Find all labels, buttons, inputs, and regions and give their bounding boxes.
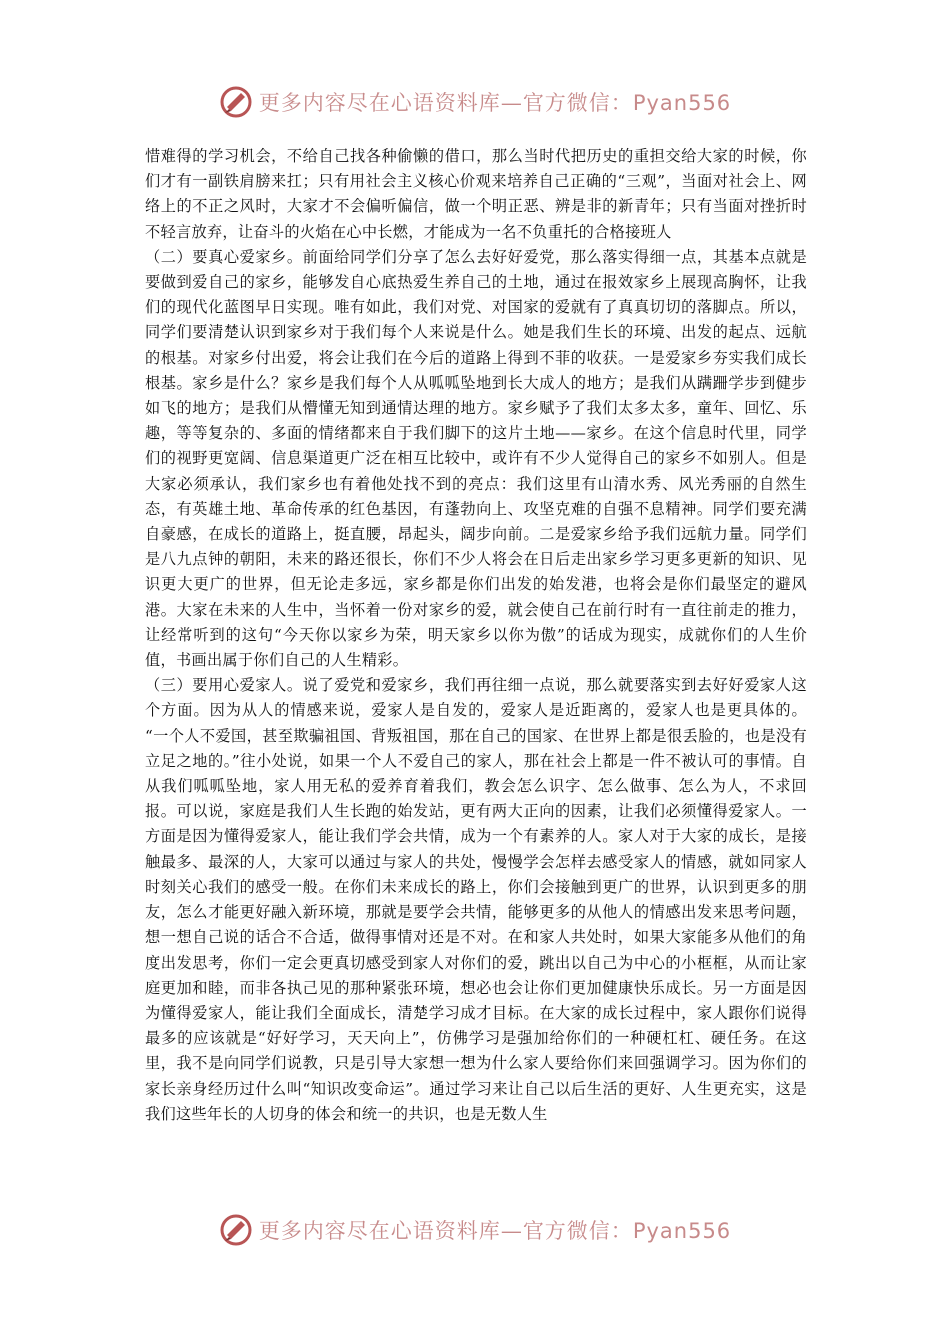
banner-wechat-id: Pyan556 [632, 1219, 732, 1243]
pen-book-logo-icon [219, 1213, 253, 1247]
banner-wechat-id: Pyan556 [632, 91, 732, 115]
banner-dash: — [500, 91, 523, 115]
header-banner [0, 82, 950, 122]
paragraph-continuation: 惜难得的学习机会，不给自己找各种偷懒的借口，那么当时代把历史的重担交给大家的时候，你们才有一副铁肩膀来扛；只有用社会主义核心价观来培养自己正确的“三观”，当面对社会上、网络上的不正之风时，大家才不会偏听偏信，做一个明正恶、辨是非的新青年；只有当面对挫折时不轻言放弃，让奋斗的火焰在心中长燃，才能成为一名不负重托的合格接班人 [145, 147, 807, 241]
banner-dash: — [500, 1219, 523, 1243]
document-body [145, 144, 807, 1127]
banner-wechat-label: 官方微信： [522, 1219, 633, 1243]
pen-book-logo-icon [219, 85, 253, 119]
banner-wechat-label: 官方微信： [522, 91, 633, 115]
header-banner-text [259, 87, 731, 117]
banner-title: 更多内容尽在心语资料库 [258, 1219, 501, 1243]
paragraph-love-hometown: （二）要真心爱家乡。前面给同学们分享了怎么去好好爱党，那么落实得细一点，其基本点就是要做到爱自己的家乡，能够发自心底热爱生养自己的土地，通过在报效家乡上展现高胸怀，让我们的现代化蓝图早日实现。唯有如此，我们对党、对国家的爱就有了真真切切的落脚点。所以，同学们要清楚认识到家乡对于我们每个人来说是什么。她是我们生长的环境、出发的起点、远航的根基。对家乡付出爱，将会让我们在今后的道路上得到不菲的收获。一是爱家乡夯实我们成长根基。家乡是什么？家乡是我们每个人从呱呱坠地到长大成人的地方；是我们从蹒跚学步到健步如飞的地方；是我们从懵懂无知到通情达理的地方。家乡赋予了我们太多太多，童年、回忆、乐趣，等等复杂的、多面的情绪都来自于我们脚下的这片土地——家乡。在这个信息时代里，同学们的视野更宽阔、信息渠道更广泛在相互比较中，或许有不少人觉得自己的家乡不如别人。但是大家必须承认，我们家乡也有着他处找不到的亮点：我们这里有山清水秀、风光秀丽的自然生态，有英雄土地、革命传承的红色基因，有蓬勃向上、攻坚克难的自强不息精神。同学们要充满自豪感，在成长的道路上，挺直腰，昂起头，阔步向前。二是爱家乡给予我们远航力量。同学们是八九点钟的朝阳，未来的路还很长，你们不少人将会在日后走出家乡学习更多更新的知识、见识更大更广的世界，但无论走多远，家乡都是你们出发的始发港，也将会是你们最坚定的避风港。大家在未来的人生中，当怀着一份对家乡的爱，就会使自己在前行时有一直往前走的推力，让经常听到的这句“今天你以家乡为荣，明天家乡以你为傲”的话成为现实，成就你们的人生价值，书画出属于你们自己的人生精彩。 [145, 247, 807, 670]
footer-banner-text [259, 1215, 731, 1245]
paragraph-love-family: （三）要用心爱家人。说了爱党和爱家乡，我们再往细一点说，那么就要落实到去好好爱家人这个方面。因为从人的情感来说，爱家人是自发的，爱家人是近距离的，爱家人也是更具体的。 “一个人不爱国，甚至欺骗祖国、背叛祖国，那在自己的国家、在世界上都是很丢脸的，也是没有立足之地的。”往小处说，如果一个人不爱自己的家人，那在社会上都是一件不被认可的事情。自从我们呱呱坠地，家人用无私的爱养育着我们，教会怎么识字、怎么做事、怎么为人，不求回报。可以说，家庭是我们人生长跑的始发站，更有两大正向的因素，让我们必须懂得爱家人。一方面是因为懂得爱家人，能让我们学会共情，成为一个有素养的人。家人对于大家的成长，是接触最多、最深的人，大家可以通过与家人的共处，慢慢学会怎样去感受家人的情感，就如同家人时刻关心我们的感受一般。在你们未来成长的路上，你们会接触到更广的世界，认识到更多的朋友，怎么才能更好融入新环境，那就是要学会共情，能够更多的从他人的情感出发来思考问题，想一想自己说的话合不合适，做得事情对还是不对。在和家人共处时，如果大家能多从他们的角度出发思考，你们一定会更真切感受到家人对你们的爱，跳出以自己为中心的小框框，从而让家庭更加和睦，而非各执己见的那种紧张环境，想必也会让你们更加健康快乐成长。另一方面是因为懂得爱家人，能让我们全面成长，清楚学习成才目标。在大家的成长过程中，家人跟你们说得最多的应该就是“好好学习，天天向上”，仿佛学习是强加给你们的一种硬杠杠、硬任务。在这里，我不是向同学们说教，只是引导大家想一想为什么家人要给你们来回强调学习。因为你们的家长亲身经历过什么叫“知识改变命运”。通过学习来让自己以后生活的更好、人生更充实，这是我们这些年长的人切身的体会和统一的共识，也是无数人生 [145, 676, 807, 1123]
footer-banner [0, 1210, 950, 1250]
banner-title: 更多内容尽在心语资料库 [258, 91, 501, 115]
